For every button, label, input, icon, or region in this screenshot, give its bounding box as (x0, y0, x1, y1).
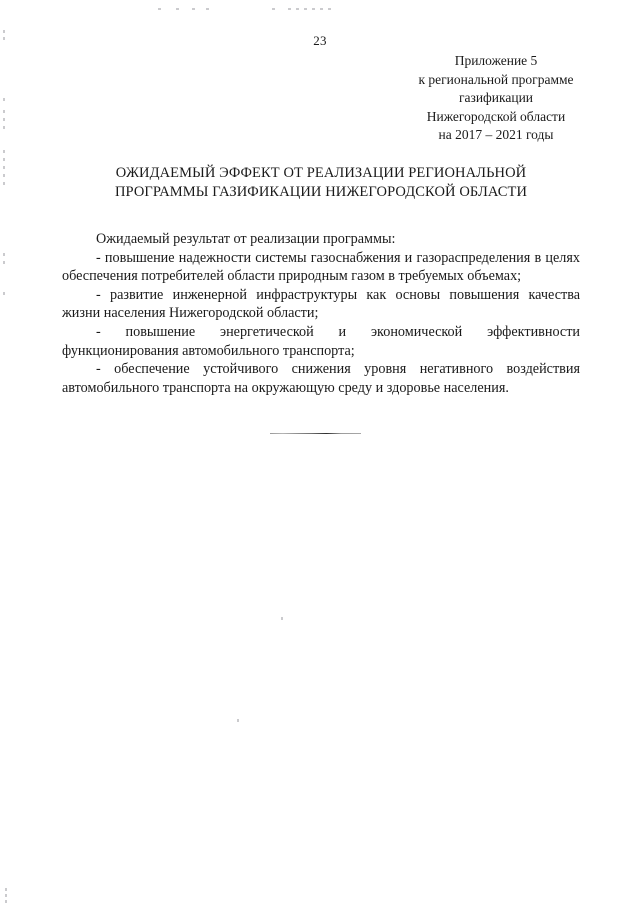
appendix-reference-block (392, 52, 600, 145)
scan-speckle (3, 150, 5, 153)
page-title-line-1: ОЖИДАЕМЫЙ ЭФФЕКТ ОТ РЕАЛИЗАЦИИ РЕГИОНАЛЬНОЙ (115, 165, 527, 181)
scan-speckle (288, 8, 291, 10)
scan-speckle (304, 8, 307, 10)
scan-speckle (237, 719, 239, 722)
scan-speckle (312, 8, 315, 10)
scan-speckle (3, 261, 5, 264)
appendix-line-1: Приложение 5 (454, 53, 538, 68)
scan-speckle (3, 292, 5, 295)
list-item: - повышение энергетической и экономической эффективности функционирования автомобильного транспорта; (62, 323, 580, 359)
list-item: - повышение надежности системы газоснабжения и газораспределения в целях обеспечения потребителей области природным газом в требуемых объемах; (62, 249, 580, 285)
scan-speckle (192, 8, 195, 10)
section-divider (270, 433, 361, 434)
appendix-line-4: Нижегородской области (426, 108, 566, 124)
appendix-line-5: на 2017 – 2021 годы (438, 127, 554, 142)
appendix-line-3: газификации (458, 90, 534, 105)
body-content (62, 230, 580, 397)
list-item: - обеспечение устойчивого снижения уровня негативного воздействия автомобильного транспорта на окружающую среду и здоровье населения. (62, 361, 580, 396)
list-item: - развитие инженерной инфраструктуры как основы повышения качества жизни населения Нижегородской области; (62, 286, 580, 322)
scan-speckle (3, 98, 5, 101)
appendix-line-2: к региональной программе (418, 71, 574, 87)
scan-speckle (176, 8, 179, 10)
scan-speckle (3, 118, 5, 121)
scan-speckle (206, 8, 209, 10)
scan-speckle (3, 182, 5, 185)
page-title (62, 164, 580, 202)
scan-speckle (158, 8, 161, 10)
scan-speckle (5, 900, 7, 903)
scan-speckle (296, 8, 299, 10)
page-title-line-2: ПРОГРАММЫ ГАЗИФИКАЦИИ НИЖЕГОРОДСКОЙ ОБЛАСТИ (114, 184, 528, 200)
lead-paragraph: Ожидаемый результат от реализации программы: (96, 231, 396, 247)
scan-speckle (3, 174, 5, 177)
scan-speckle (5, 894, 7, 897)
scan-speckle (3, 166, 5, 169)
scan-speckle (328, 8, 331, 10)
scan-speckle (3, 110, 5, 113)
scan-speckle (5, 888, 7, 891)
scan-speckle (3, 126, 5, 129)
scan-speckle (281, 617, 283, 620)
scan-speckle (320, 8, 323, 10)
scan-speckle (272, 8, 275, 10)
page-number: 23 (313, 33, 327, 48)
scan-speckle (3, 158, 5, 161)
scan-speckle (3, 253, 5, 256)
